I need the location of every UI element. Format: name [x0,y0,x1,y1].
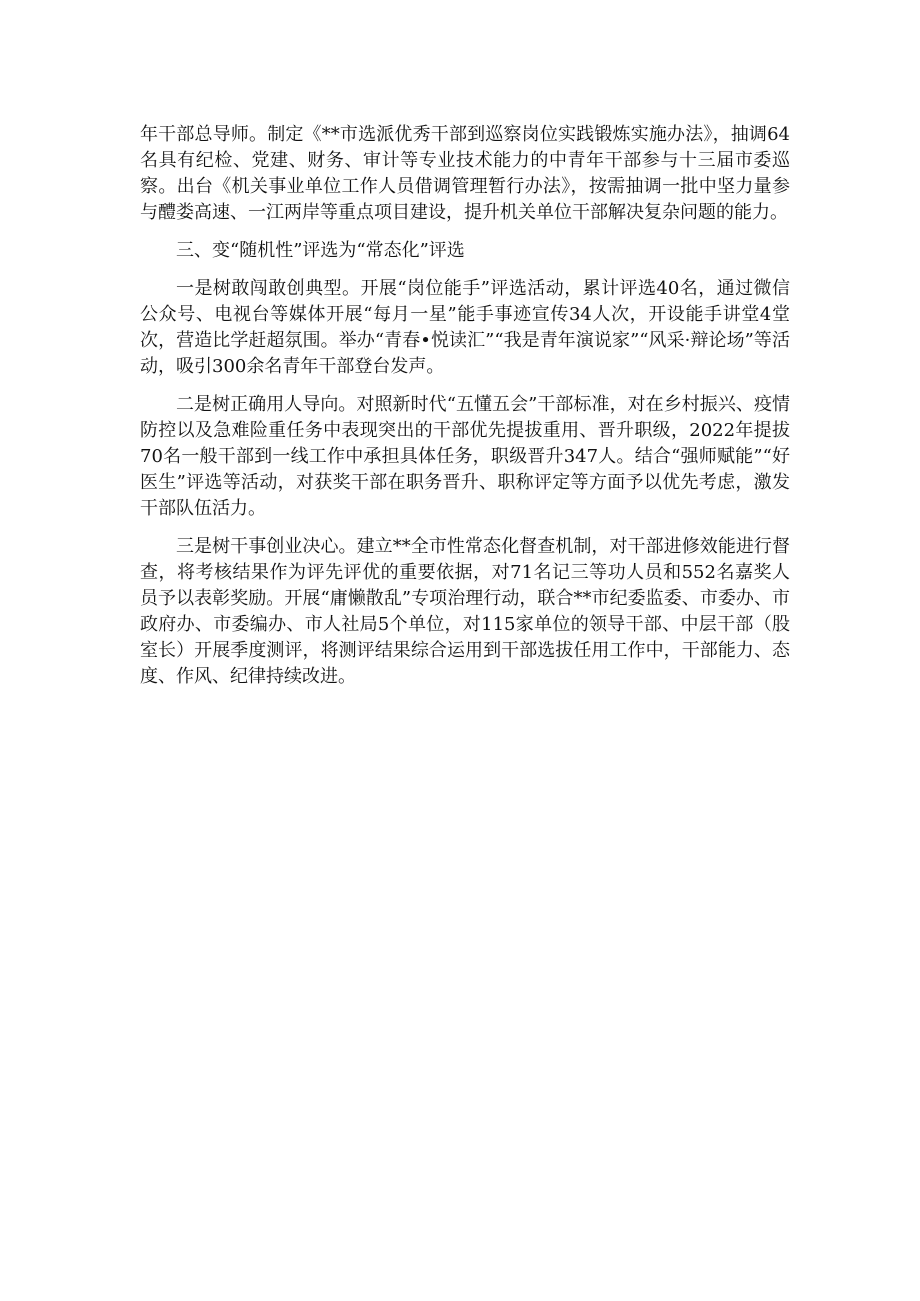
paragraph-continuation: 年干部总导师。制定《**市选派优秀干部到巡察岗位实践锻炼实施办法》，抽调64名具有纪检、党建、财务、审计等专业技术能力的中青年干部参与十三届市委巡察。出台《机关事业单位工作人员借调管理暂行办法》，按需抽调一批中坚力量参与醴娄高速、一江两岸等重点项目建设，提升机关单位干部解决复杂问题的能力。 [140,124,790,223]
paragraph-model-typical: 一是树敢闯敢创典型。开展“岗位能手”评选活动，累计评选40名，通过微信公众号、电视台等媒体开展“每月一星”能手事迹宣传34人次，开设能手讲堂4堂次，营造比学赶超氛围。举办“青春•悦读汇”“我是青年演说家”“风采·辩论场”等活动，吸引300余名青年干部登台发声。 [140,278,790,377]
document-page [140,122,790,702]
section-heading-three: 三、变“随机性”评选为“常态化”评选 [176,240,465,261]
paragraph-employment-orientation: 二是树正确用人导向。对照新时代“五懂五会”干部标准，对在乡村振兴、疫情防控以及急难险重任务中表现突出的干部优先提拔重用、晋升职级，2022年提拔70名一般干部到一线工作中承担具体任务，职级晋升347人。结合“强师赋能”“好医生”评选等活动，对获奖干部在职务晋升、职称评定等方面予以优先考虑，激发干部队伍活力。 [140,394,790,519]
paragraph-entrepreneurship-determination: 三是树干事创业决心。建立**全市性常态化督查机制，对干部进修效能进行督查，将考核结果作为评先评优的重要依据，对71名记三等功人员和552名嘉奖人员予以表彰奖励。开展“庸懒散乱”专项治理行动，联合**市纪委监委、市委办、市政府办、市委编办、市人社局5个单位，对115家单位的领导干部、中层干部（股室长）开展季度测评，将测评结果综合运用到干部选拔任用工作中，干部能力、态度、作风、纪律持续改进。 [140,536,790,687]
